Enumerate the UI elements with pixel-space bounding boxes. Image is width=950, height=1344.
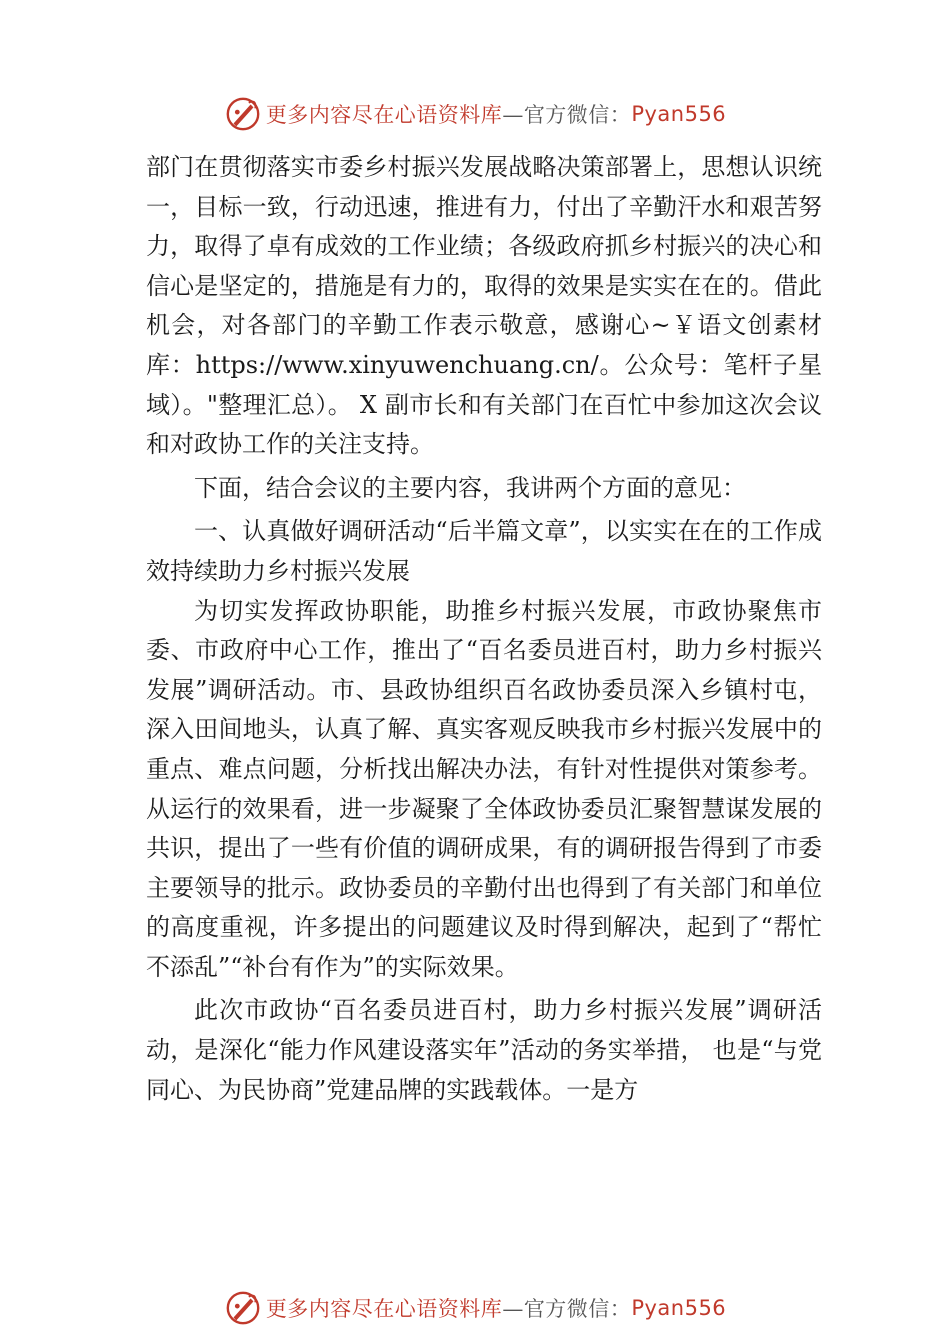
header-banner — [0, 92, 950, 136]
section-heading-1: 一、认真做好调研活动“后半篇文章”，以实实在在的工作成效持续助力乡村振兴发展 — [146, 517, 822, 585]
paragraph-1: 部门在贯彻落实市委乡村振兴发展战略决策部署上，思想认识统一，目标一致，行动迅速，推进有力，付出了辛勤汗水和艰苦努力，取得了卓有成效的工作业绩；各级政府抓乡村振兴的决心和信心是坚定的，措施是有力的，取得的效果是实实在在的。借此机会，对各部门的辛勤工作表示敬意，感谢心~￥语文创素材库：https://www.xinyuwenchuang.cn/。公众号：笔杆子星域）。"整理汇总）。 X 副市长和有关部门在百忙中参加这次会议和对政协工作的关注支持。 — [146, 153, 822, 459]
document-body — [146, 148, 822, 1110]
banner-text-wechat-label: —官方微信： — [502, 1297, 632, 1321]
paragraph-3: 为切实发挥政协职能，助推乡村振兴发展，市政协聚焦市委、市政府中心工作，推出了“百名委员进百村，助力乡村振兴发展”调研活动。市、县政协组织百名政协委员深入乡镇村屯，深入田间地头，认真了解、真实客观反映我市乡村振兴发展中的重点、难点问题，分析找出解决办法，有针对性提供对策参考。从运行的效果看，进一步凝聚了全体政协委员汇聚智慧谋发展的共识，提出了一些有价值的调研成果，有的调研报告得到了市委主要领导的批示。政协委员的辛勤付出也得到了有关部门和单位的高度重视，许多提出的问题建议及时得到解决，起到了“帮忙不添乱”“补台有作为”的实际效果。 — [146, 596, 822, 981]
paragraph-4: 此次市政协“百名委员进百村，助力乡村振兴发展”调研活动，是深化“能力作风建设落实年”活动的务实举措， 也是“与党同心、为民协商”党建品牌的实践载体。一是方 — [146, 996, 822, 1104]
quill-pen-seal-icon — [224, 1289, 262, 1327]
banner-text-wechat-id: Pyan556 — [631, 102, 727, 126]
footer-banner — [0, 1286, 950, 1330]
banner-text-wechat-id: Pyan556 — [631, 1296, 727, 1320]
banner-text-library: 更多内容尽在心语资料库 — [265, 1297, 503, 1321]
paragraph-2: 下面，结合会议的主要内容，我讲两个方面的意见： — [194, 473, 746, 502]
banner-text-library: 更多内容尽在心语资料库 — [265, 103, 503, 127]
banner-text-wechat-label: —官方微信： — [502, 103, 632, 127]
quill-pen-seal-icon — [224, 95, 262, 133]
